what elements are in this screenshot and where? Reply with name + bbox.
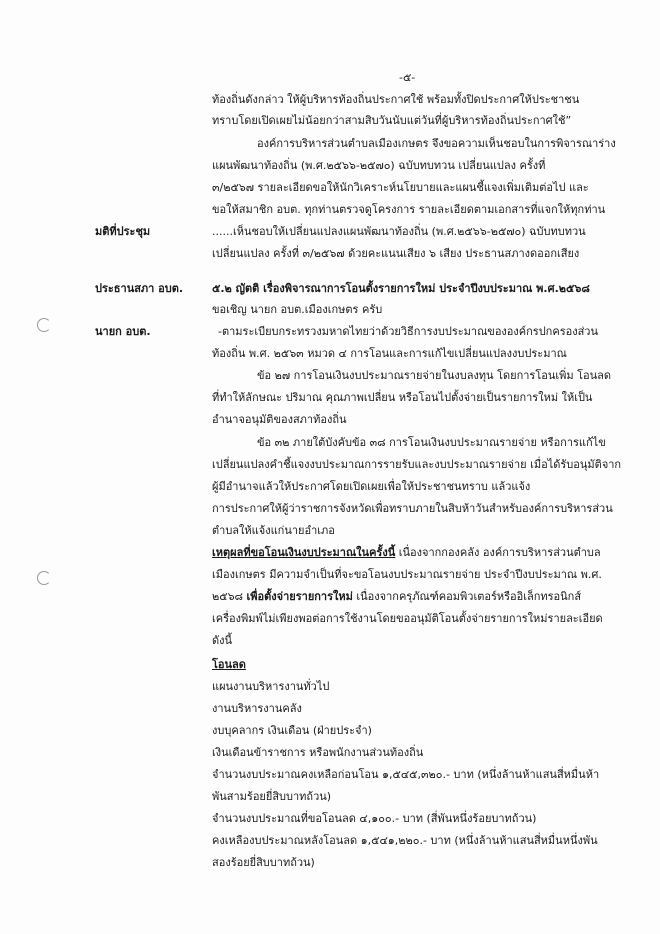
remaining-after-line-2: สองร้อยยี่สิบบาทถ้วน) [212,856,315,869]
council-line-3: ๓/๒๕๖๗ รายละเอียดขอให้นักวิเคราะห์นโยบายและแผนชี้แจงเพิ่มเติมต่อไป และ [212,181,589,194]
clause32-line-1: ข้อ ๓๒ ภายใต้บังคับข้อ ๓๘ การโอนเงินงบประมาณรายจ่าย หรือการแก้ไข [257,436,606,449]
remaining-after-line-1: คงเหลืองบประมาณหลังโอนลด ๑,๕๔๑,๒๒๐.- บาท (หนึ่งล้านห้าแสนสี่หมื่นหนึ่งพัน [212,834,598,847]
council-line-2: แผนพัฒนาท้องถิ่น (พ.ศ.๒๕๖๖-๒๕๗๐) ฉบับทบทวน เปลี่ยนแปลง ครั้งที่ [212,159,546,172]
clause27-line-3: อำนาจอนุมัติของสภาท้องถิ่น [212,413,347,426]
council-line-1: องค์การบริหารส่วนตำบลเมืองเกษตร จึงขอความเห็นชอบในการพิจารณาร่าง [257,137,616,150]
budget-type: งบบุคลากร เงินเดือน (ฝ่ายประจำ) [212,724,372,737]
reason-label: เหตุผลที่ขอโอนเงินงบประมาณในครั้งนี้ [212,546,396,559]
plan-name: แผนงานบริหารงานทั่วไป [212,680,330,693]
reason-year: ๒๕๖๘ [212,590,247,603]
reason-line-2: เมืองเกษตร มีความจำเป็นที่จะขอโอนงบประมาณรายจ่าย ประจำปีงบประมาณ พ.ศ. [212,568,602,581]
reason-new-item: เพื่อตั้งจ่ายรายการใหม่ [246,590,353,603]
remaining-before-line-2: พันสามร้อยยี่สิบบาทถ้วน) [212,790,332,803]
clause32-line-2: เปลี่ยนแปลงคำชี้แจงงบประมาณการรายรับและงบประมาณรายจ่าย เมื่อได้รับอนุมัติจาก [212,458,622,471]
regulation-line-1: -ตามระเบียบกระทรวงมหาดไทยว่าด้วยวิธีการงบประมาณขององค์กรปกครองส่วน [218,325,598,338]
resolution-speaker: มติที่ประชุม [95,225,151,238]
clause32-line-5: ตำบลให้แจ้งแก่นายอำเภอ [212,524,335,537]
clause32-line-4: การประกาศให้ผู้ว่าราชการจังหวัดเพื่อทราบภายในสิบห้าวันสำหรับองค์การบริหารส่วน [212,502,613,515]
page-number: -๕- [399,71,416,84]
chair-invite: ขอเชิญ นายก อบต.เมืองเกษตร ครับ [212,303,383,316]
salary-item: เงินเดือนข้าราชการ หรือพนักงานส่วนท้องถิ่น [212,746,424,759]
transfer-label: โอนลด [212,658,246,671]
agenda-heading: ๕.๒ ญัตติ เรื่องพิจารณาการโอนตั้งรายการใหม่ ประจำปีงบประมาณ พ.ศ.๒๕๖๘ [212,282,590,295]
intro-line-1: ท้องถิ่นดังกล่าว ให้ผู้บริหารท้องถิ่นประกาศใช้ พร้อมทั้งปิดประกาศให้ประชาชน [212,93,580,106]
mayor-speaker: นายก อบต. [95,325,151,338]
reason-line-4: เครื่องพิมพ์ไม่เพียงพอต่อการใช้งานโดยขออนุมัติโอนตั้งจ่ายรายการใหม่รายละเอียด [212,612,603,625]
remaining-before-line-1: จำนวนงบประมาณคงเหลือก่อนโอน ๑,๕๔๕,๓๒๐.- บาท (หนึ่งล้านห้าแสนสี่หมื่นห้า [212,768,600,781]
intro-line-2: ทราบโดยเปิดเผยไม่น้อยกว่าสามสิบวันนับแต่วันที่ผู้บริหารท้องถิ่นประกาศใช้” [212,114,572,127]
reason-line-3 [212,590,581,604]
chair-speaker: ประธานสภา อบต. [95,282,184,295]
punch-hole [37,318,51,332]
resolution-line-2: เปลี่ยนแปลง ครั้งที่ ๓/๒๕๖๗ ด้วยคะแนนเสียง ๖ เสียง ประธานสภางดออกเสียง [212,247,580,260]
requested-amount: จำนวนงบประมาณที่ขอโอนลด ๔,๑๐๐.- บาท (สี่พันหนึ่งร้อยบาทถ้วน) [212,812,537,825]
resolution-line-1: ......เห็นชอบให้เปลี่ยนแปลงแผนพัฒนาท้องถิ่น (พ.ศ.๒๕๖๖-๒๕๗๐) ฉบับทบทวน [212,225,586,238]
reason-text: เนื่องจากกองคลัง องค์การบริหารส่วนตำบล [395,546,601,559]
work-name: งานบริหารงานคลัง [212,702,302,715]
clause27-line-1: ข้อ ๒๗ การโอนเงินงบประมาณรายจ่ายในงบลงทุน โดยการโอนเพิ่ม โอนลด [257,369,612,382]
punch-hole [37,571,51,585]
reason-line-5: ดังนี้ [212,634,233,647]
clause27-line-2: ที่ทำให้ลักษณะ ปริมาณ คุณภาพเปลี่ยน หรือโอนไปตั้งจ่ายเป็นรายการใหม่ ให้เป็น [212,391,593,404]
reason-line-1 [212,546,601,560]
reason-cause: เนื่องจากครุภัณฑ์คอมพิวเตอร์หรืออิเล็กทรอนิกส์ [352,590,582,603]
council-line-4: ขอให้สมาชิก อบต. ทุกท่านตรวจดูโครงการ รายละเอียดตามเอกสารที่แจกให้ทุกท่าน [212,203,606,216]
regulation-line-2: ท้องถิ่น พ.ศ. ๒๕๖๓ หมวด ๔ การโอนและการแก้ไขเปลี่ยนแปลงงบประมาณ [212,347,567,360]
clause32-line-3: ผู้มีอำนาจแล้วให้ประกาศโดยเปิดเผยเพื่อให้ประชาชนทราบ แล้วแจ้ง [212,480,531,493]
